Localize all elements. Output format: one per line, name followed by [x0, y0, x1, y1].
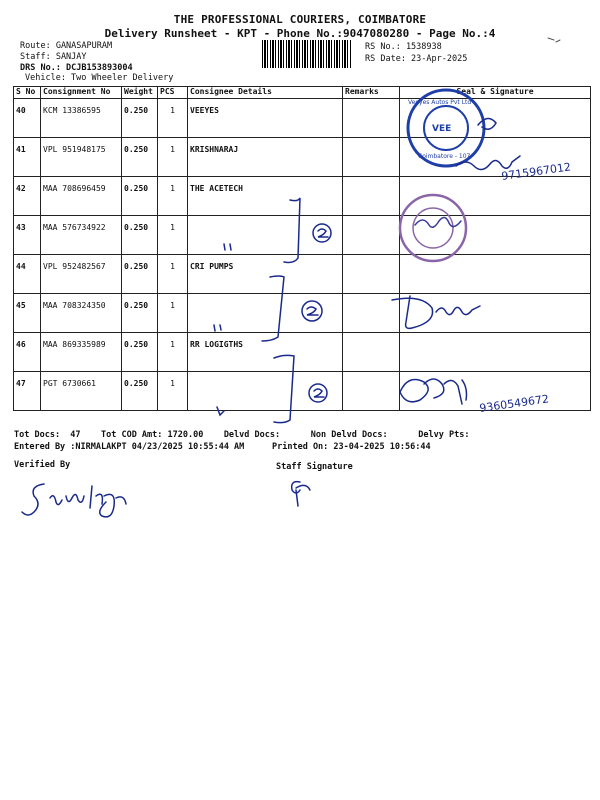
- seal-scribble: [478, 118, 496, 129]
- col-weight: Weight: [122, 87, 158, 99]
- cell-weight: 0.250: [122, 99, 158, 138]
- seal-name: Veeyes Autos Pvt Ltd: [408, 99, 472, 106]
- cell-consignment: MAA 708696459: [41, 177, 122, 216]
- handwritten-phone-2: 9360549672: [478, 392, 550, 415]
- purple-seal-stamp: [400, 195, 466, 261]
- rs-date: RS Date: 23-Apr-2025: [365, 54, 468, 64]
- circled-2-b: [302, 301, 322, 321]
- cell-weight: 0.250: [122, 294, 158, 333]
- cell-sno: 42: [14, 177, 41, 216]
- verified-by-signature: [22, 484, 126, 517]
- cell-pcs: 1: [158, 255, 188, 294]
- col-consignment: Consignment No: [41, 87, 122, 99]
- bracket-42-43: [284, 198, 300, 263]
- signature-row43: [415, 217, 461, 227]
- cell-sno: 44: [14, 255, 41, 294]
- cell-consignment: PGT 6730661: [41, 372, 122, 411]
- cell-pcs: 1: [158, 99, 188, 138]
- cell-consignment: VPL 951948175: [41, 138, 122, 177]
- cell-weight: 0.250: [122, 138, 158, 177]
- printed-on: Printed On: 23-04-2025 10:56:44: [272, 442, 431, 452]
- cell-weight: 0.250: [122, 372, 158, 411]
- cell-pcs: 1: [158, 177, 188, 216]
- cell-consignment: VPL 952482567: [41, 255, 122, 294]
- cell-weight: 0.250: [122, 177, 158, 216]
- cell-sno: 47: [14, 372, 41, 411]
- bracket-46-47: [274, 355, 294, 422]
- cell-weight: 0.250: [122, 333, 158, 372]
- col-consignee: Consignee Details: [188, 87, 343, 99]
- drs-label: DRS No.: DCJB153893004: [20, 63, 133, 73]
- signature-row45: [392, 296, 480, 328]
- cell-consignee: RR LOGIGTHS: [188, 333, 343, 372]
- verified-by-label: Verified By: [14, 460, 71, 470]
- cell-weight: 0.250: [122, 255, 158, 294]
- company-seal-stamp: [408, 90, 484, 166]
- cell-pcs: 1: [158, 138, 188, 177]
- cell-sno: 45: [14, 294, 41, 333]
- cell-consignee: THE ACETECH: [188, 177, 343, 216]
- cell-sno: 46: [14, 333, 41, 372]
- bracket-44-45: [262, 276, 284, 341]
- staff-signature-mark: [292, 482, 310, 506]
- col-seal: Seal & Signature: [400, 87, 591, 99]
- totals-line: Tot Docs: 47 Tot COD Amt: 1720.00 Delvd Docs: Non Delvd Docs: Delvy Pts:: [14, 430, 470, 440]
- cell-consignee: CRI PUMPS: [188, 255, 343, 294]
- company-title: THE PROFESSIONAL COURIERS, COIMBATORE: [173, 13, 427, 26]
- cell-consignment: MAA 576734922: [41, 216, 122, 255]
- entered-by: Entered By :NIRMALAKPT 04/23/2025 10:55:44 AM: [14, 442, 245, 452]
- cell-consignment: MAA 869335989: [41, 333, 122, 372]
- seal-city: Coimbatore - 107: [418, 153, 471, 160]
- col-sno: S No: [14, 87, 41, 99]
- cell-pcs: 1: [158, 294, 188, 333]
- cell-consignee: KRISHNARAJ: [188, 138, 343, 177]
- cell-pcs: 1: [158, 333, 188, 372]
- vehicle-label: Vehicle: Two Wheeler Delivery: [25, 73, 174, 83]
- handwritten-phone-1: 9715967012: [500, 160, 572, 183]
- cell-consignee: VEEYES: [188, 99, 343, 138]
- staff-label: Staff: SANJAY: [20, 52, 87, 62]
- route-label: Route: GANASAPURAM: [20, 41, 113, 51]
- rs-number: RS No.: 1538938: [365, 42, 442, 52]
- cell-consignment: KCM 13386595: [41, 99, 122, 138]
- signature-row47: [400, 379, 467, 404]
- cell-pcs: 1: [158, 216, 188, 255]
- col-remarks: Remarks: [343, 87, 400, 99]
- svg-text:VEE: VEE: [432, 124, 452, 134]
- runsheet-subtitle: Delivery Runsheet - KPT - Phone No.:9047080280 - Page No.:4: [104, 27, 496, 40]
- circled-2-c: [309, 384, 327, 402]
- circled-2-a: [313, 224, 331, 242]
- cell-pcs: 1: [158, 372, 188, 411]
- cell-sno: 40: [14, 99, 41, 138]
- staff-signature-label: Staff Signature: [276, 462, 353, 472]
- cell-weight: 0.250: [122, 216, 158, 255]
- cell-sno: 43: [14, 216, 41, 255]
- cell-consignment: MAA 708324350: [41, 294, 122, 333]
- cell-sno: 41: [14, 138, 41, 177]
- col-pcs: PCS: [158, 87, 188, 99]
